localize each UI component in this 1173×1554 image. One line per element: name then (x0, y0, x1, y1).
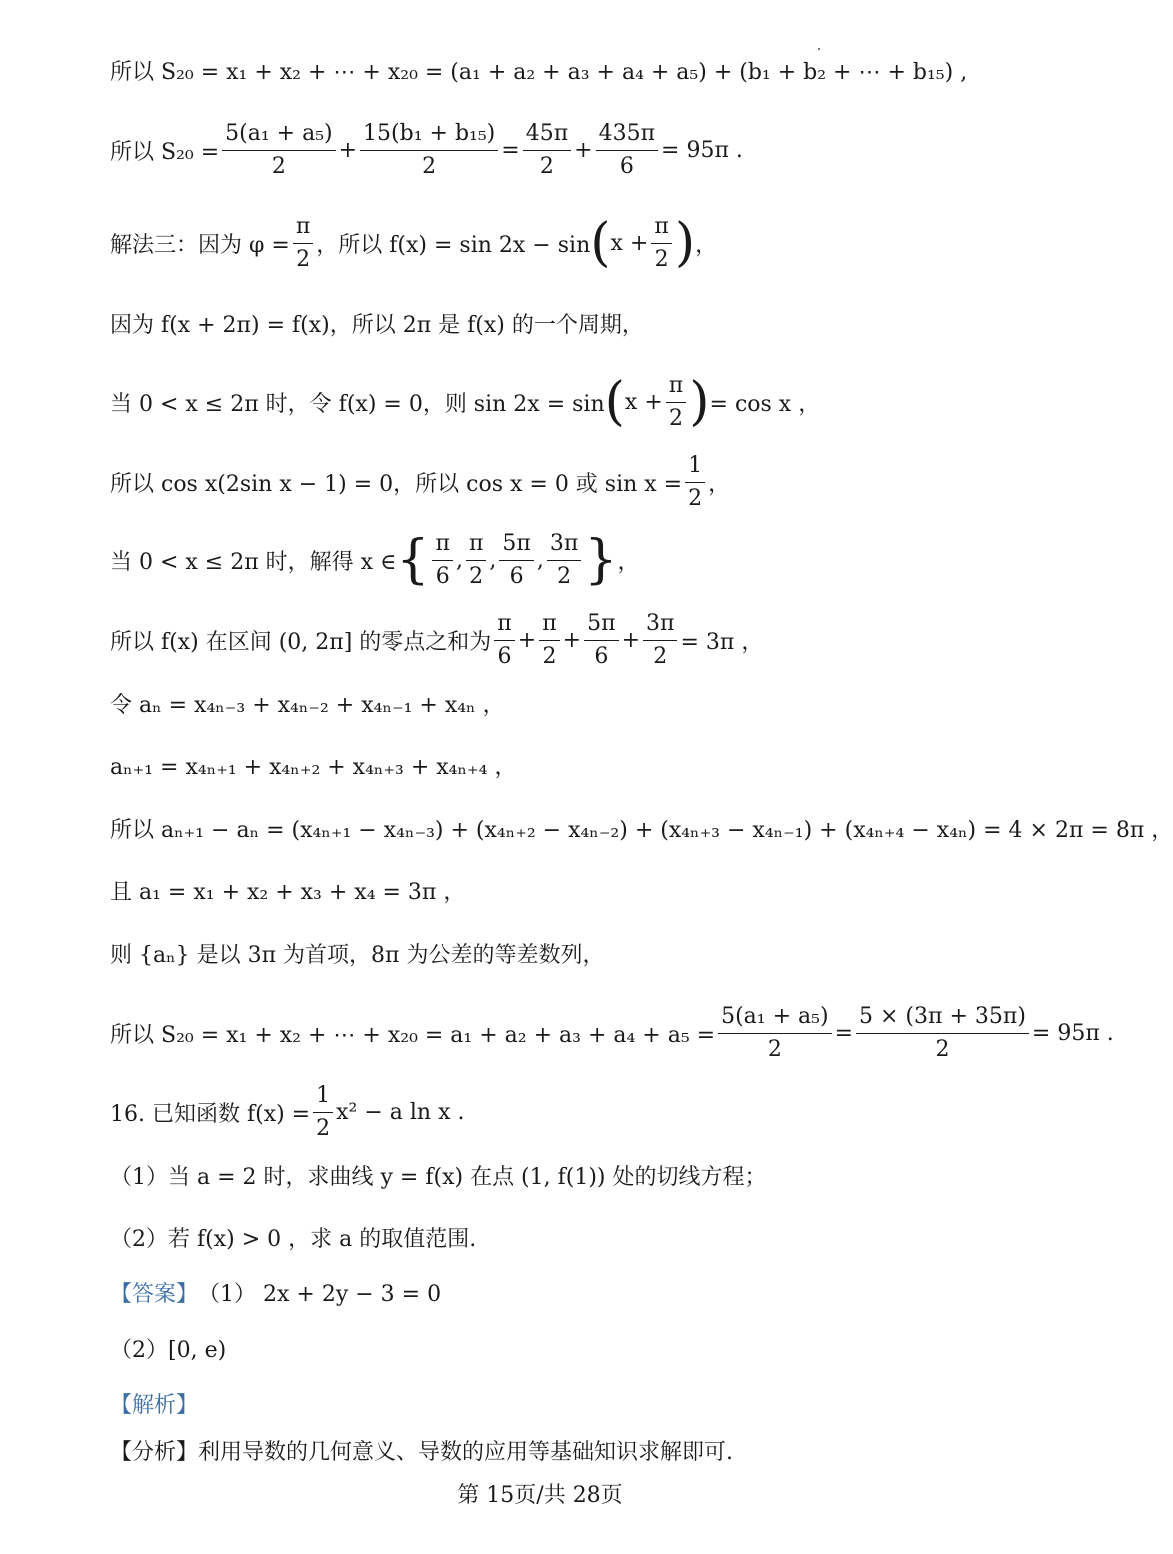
denominator: 2 (654, 246, 669, 272)
numerator: π (432, 530, 452, 561)
line-text: （1）当 a = 2 时，求曲线 y = f(x) 在点 (1, f(1)) 处的切线方程； (110, 1164, 767, 1190)
line-text: 则 {aₙ} 是以 3π 为首项，8π 为公差的等差数列， (110, 942, 605, 968)
numerator: π (539, 610, 559, 641)
right-paren: ) (674, 213, 696, 273)
left-paren: ( (604, 372, 625, 432)
numerator: π (466, 530, 486, 561)
fraction (643, 610, 677, 671)
lead-text: 所以 S₂₀ = (110, 139, 220, 165)
lead-text: 所以 f(x) 在区间 (0, 2π] 的零点之和为 (110, 629, 492, 655)
lead-text: 解法三：因为 φ = (110, 232, 290, 258)
denominator: 2 (935, 1036, 950, 1062)
denominator: 6 (509, 563, 524, 589)
tail-text: = 3π ， (680, 629, 764, 655)
mid-text: ，所以 f(x) = sin 2x − sin (316, 232, 591, 258)
line-text: 所以 aₙ₊₁ − aₙ = (x₄ₙ₊₁ − x₄ₙ₋₃) + (x₄ₙ₊₂ − x₄ₙ₋₂) + (x₄ₙ₊₃ − x₄ₙ₋₁) + (x₄ₙ₊₄ − x₄ₙ) = 4 × 2π = 8π ， (110, 817, 1173, 843)
numerator: 5(a₁ + a₅) (718, 1003, 831, 1034)
line-define-an (110, 673, 505, 733)
tail-text: ， (708, 471, 731, 497)
line-text: （1） 2x + 2y − 3 = 0 (198, 1281, 442, 1307)
denominator: 2 (557, 563, 572, 589)
right-paren: ) (689, 372, 710, 432)
left-paren: ( (590, 213, 611, 273)
denominator: 6 (594, 643, 609, 669)
fraction (466, 530, 486, 591)
line-text: 所以 S₂₀ = x₁ + x₂ + ⋯ + x₂₀ = (a₁ + a₂ + a₃ + a₄ + a₅) + (b₁ + b₂ + ⋯ + b₁₅) , (110, 59, 968, 85)
line-text: 令 aₙ = x₄ₙ₋₃ + x₄ₙ₋₂ + x₄ₙ₋₁ + x₄ₙ ， (110, 692, 505, 718)
tail-text: x² − a ln x . (336, 1099, 465, 1125)
fraction (499, 530, 533, 591)
denominator: 2 (271, 153, 286, 179)
line-method-three (110, 213, 717, 273)
denominator: 2 (316, 1115, 331, 1141)
numerator: π (666, 372, 686, 403)
denominator: 6 (435, 563, 450, 589)
tail-text: = cos x ， (709, 391, 821, 417)
numerator: π (651, 213, 671, 244)
line-analysis (110, 1420, 733, 1480)
lead-text: 当 0 < x ≤ 2π 时，解得 x ∈ (110, 549, 397, 575)
denominator: 2 (539, 153, 554, 179)
equals: = (501, 137, 520, 163)
line-question-2 (110, 1207, 476, 1267)
denominator: 6 (497, 643, 512, 669)
fraction (432, 530, 452, 591)
fraction (222, 120, 335, 181)
fraction (539, 610, 559, 671)
lead-text: 所以 cos x(2sin x − 1) = 0，所以 cos x = 0 或 sin x = (110, 471, 683, 497)
fraction (666, 372, 686, 433)
line-answer-2 (110, 1318, 226, 1378)
fraction (523, 120, 571, 181)
plus: + (338, 137, 358, 163)
line-an-plus-one (110, 735, 516, 795)
fraction (718, 1003, 831, 1064)
numerator: 435π (596, 120, 658, 151)
fraction (293, 213, 313, 274)
denominator: 2 (469, 563, 484, 589)
line-factor (110, 452, 730, 512)
left-brace: { (396, 530, 430, 590)
fraction (596, 120, 658, 181)
line-answer-1 (110, 1262, 441, 1322)
tail-text: ， (617, 549, 640, 575)
numerator: 3π (547, 530, 581, 561)
denominator: 2 (542, 643, 557, 669)
line-a1 (110, 860, 465, 920)
line-text: （2）若 f(x) > 0 ，求 a 的取值范围. (110, 1226, 477, 1252)
tail-text: = 95π . (661, 137, 743, 163)
numerator: 5π (584, 610, 618, 641)
line-difference (110, 798, 1173, 858)
fraction (584, 610, 618, 671)
line-zero-eq (110, 372, 820, 432)
numerator: 5 × (3π + 35π) (856, 1003, 1029, 1034)
denominator: 2 (767, 1036, 782, 1062)
tail-text: = 95π . (1031, 1020, 1114, 1046)
line-solution-set: 当 0 < x ≤ 2π 时，解得 x ∈ { $\frac{\pi}{6}$ , $\frac{\pi}{2}$ , $\frac{5\pi}{6}$ , $\frac{3\pi}{2}$ } ， (110, 530, 640, 590)
answer-tag: 【答案】 (110, 1281, 199, 1307)
plus: + (574, 137, 593, 163)
numerator: 3π (643, 610, 677, 641)
fraction (547, 530, 581, 591)
line-problem-16 (110, 1082, 464, 1142)
numerator: 45π (523, 120, 571, 151)
numerator: 1 (313, 1082, 333, 1113)
line-text: （2）[0, e) (110, 1337, 227, 1363)
line-zero-sum: 所以 f(x) 在区间 (0, 2π] 的零点之和为 $\frac{\pi}{6}$ + $\frac{\pi}{2}$ + $\frac{5\pi}{6}$ + $\frac{3\pi}{2}$ = 3π ， (110, 610, 764, 669)
fraction (856, 1003, 1029, 1064)
tail-text: ， (695, 232, 718, 258)
inner-text: x + (610, 230, 649, 256)
inner-text: x + (624, 389, 663, 415)
line-text: 且 a₁ = x₁ + x₂ + x₃ + x₄ = 3π ， (110, 879, 466, 905)
analysis-tag: 【解析】 (110, 1392, 199, 1418)
fraction (494, 610, 514, 671)
denominator: 6 (619, 153, 634, 179)
denominator: 2 (422, 153, 437, 179)
line-question-1 (110, 1145, 767, 1205)
numerator: 5(a₁ + a₅) (222, 120, 335, 151)
denominator: 2 (653, 643, 668, 669)
fraction (360, 120, 498, 181)
numerator: π (293, 213, 313, 244)
lead-text: 所以 S₂₀ = x₁ + x₂ + ⋯ + x₂₀ = a₁ + a₂ + a₃ + a₄ + a₅ = (110, 1022, 716, 1048)
line-s20-sum (110, 40, 967, 100)
numerator: 1 (685, 452, 705, 483)
line-text: aₙ₊₁ = x₄ₙ₊₁ + x₄ₙ₊₂ + x₄ₙ₊₃ + x₄ₙ₊₄ ， (110, 754, 517, 780)
numerator: π (494, 610, 514, 641)
denominator: 2 (669, 405, 683, 431)
page-footer: 第 15页/共 28页 (457, 1483, 623, 1508)
right-brace: } (584, 530, 618, 590)
fraction (651, 213, 671, 274)
lead-text: 16. 已知函数 f(x) = (110, 1101, 311, 1127)
line-text: 因为 f(x + 2π) = f(x)，所以 2π 是 f(x) 的一个周期， (110, 312, 644, 338)
numerator: 15(b₁ + b₁₅) (360, 120, 498, 151)
lead-text: 当 0 < x ≤ 2π 时，令 f(x) = 0，则 sin 2x = sin (110, 391, 605, 417)
denominator: 2 (688, 485, 703, 511)
line-period (110, 293, 644, 353)
fraction (313, 1082, 333, 1143)
line-s20-fractions (110, 120, 743, 180)
denominator: 2 (296, 246, 311, 272)
line-text: 【分析】利用导数的几何意义、导数的应用等基础知识求解即可. (110, 1439, 733, 1465)
numerator: 5π (499, 530, 533, 561)
line-final-sum: 所以 S₂₀ = x₁ + x₂ + ⋯ + x₂₀ = a₁ + a₂ + a₃ + a₄ + a₅ = $\frac{\text{5(a₁ + a₅)}}{2}$ = $\frac{5 \times (3\pi + 35\pi)}{2}$ = 95π . (110, 1003, 1114, 1062)
fraction (685, 452, 705, 513)
line-arithmetic-seq (110, 923, 605, 983)
